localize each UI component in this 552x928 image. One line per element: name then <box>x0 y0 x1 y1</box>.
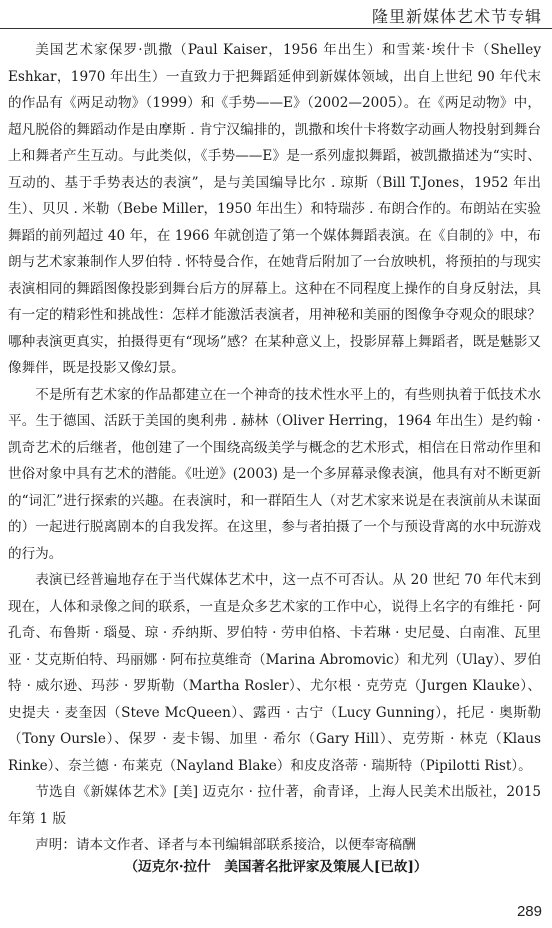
page-header <box>0 0 552 30</box>
paragraph: 不是所有艺术家的作品都建立在一个神奇的技术性水平上的，有些则执着于低技术水平。生于德国、活跃于美国的奥利弗 . 赫林（Oliver Herring，1964 年出生）是约翰 · 凯奇艺术的后继者，他创建了一个围绕高级美学与概念的艺术形式，相信在日常动作里和世俗对象中具有艺术的潜能。《吐逆》(2003) 是一个多屏幕录像表演，他具有对不断更新的“词汇”进行探索的兴趣。在表演时，和一群陌生人（对艺术家来说是在表演前从未谋面的）一起进行脱离剧本的自我发挥。在这里，参与者拍摄了一个与预设背离的水中玩游戏的行为。 <box>8 386 541 562</box>
author-signature: （迈克尔·拉什 美国著名批评家及策展人[已故]） <box>124 859 428 875</box>
article-body <box>8 37 541 859</box>
disclaimer: 声明：请本文作者、译者与本刊编辑部联系接洽，以便奉寄稿酬 <box>35 837 416 853</box>
header-title: 隆里新媒体艺术节专辑 <box>371 7 542 26</box>
paragraph: 表演已经普遍地存在于当代媒体艺术中，这一点不可否认。从 20 世纪 70 年代末到现在，人体和录像之间的联系，一直是众多艺术家的工作中心，说得上名字的有维托 · 阿孔奇、布鲁斯 · 瑙曼、琼 · 乔纳斯、罗伯特 · 劳申伯格、卡若琳 · 史尼曼、白南准、瓦里亚 · 艾克斯伯特、玛丽娜 · 阿布拉莫维奇（Marina Abromovic）和尤列（Ulay）、罗伯特 · 威尔逊、玛莎 · 罗斯勒（Martha Rosler）、尤尔根 · 克劳克（Jurgen Klauke）、史提夫 · 麦奎因（Steve McQueen）、露西 · 古宁（Lucy Gunning），托尼 · 奥斯勒（Tony Oursle）、保罗 · 麦卡锡、加里 · 希尔（Gary Hill）、克劳斯 · 林克（Klaus Rinke）、奈兰德 · 布莱克（Nayland Blake）和皮皮洛蒂 · 瑞斯特（Pipilotti Rist）。 <box>8 572 541 774</box>
source-note: 节选自《新媒体艺术》[美] 迈克尔 · 拉什著，俞青译，上海人民美术出版社，2015 年第 1 版 <box>8 784 541 827</box>
paragraph: 美国艺术家保罗·凯撒（Paul Kaiser，1956 年出生）和雪莱·埃什卡（Shelley Eshkar，1970 年出生）一直致力于把舞蹈延伸到新媒体领域，出自上世纪 90 年代末的作品有《两足动物》（1999）和《手势——E》（2002—2005）。在《两足动物》中，超凡脱俗的舞蹈动作是由摩斯 . 肯宁汉编排的，凯撒和埃什卡将数字动画人物投射到舞台上和舞者产生互动。与此类似，《手势——E》是一系列虚拟舞蹈，被凯撒描述为“实时、互动的、基于手势表达的表演”，是与美国编导比尔 . 琼斯（Bill T.Jones，1952 年出生）、贝贝 . 米勒（Bebe Miller，1950 年出生）和特瑞莎 . 布朗合作的。布朗站在实验舞蹈的前列超过 40 年，在 1966 年就创造了第一个媒体舞蹈表演。在《自制的》中，布朗与艺术家兼制作人罗伯特 . 怀特曼合作，在她背后附加了一台放映机，将预拍的与现实表演相同的舞蹈图像投影到舞台后方的屏幕上。这种在不同程度上操作的自身反射法，具有一定的精彩性和挑战性：怎样才能激活表演者，用神秘和美丽的图像争夺观众的眼球？哪种表演更真实，拍摄得更有“现场”感？在某种意义上，投影屏幕上舞蹈者，既是魅影又像舞伴，既是投影又像幻景。 <box>8 42 541 376</box>
header-divider <box>0 28 552 29</box>
page-number: 289 <box>516 903 542 920</box>
